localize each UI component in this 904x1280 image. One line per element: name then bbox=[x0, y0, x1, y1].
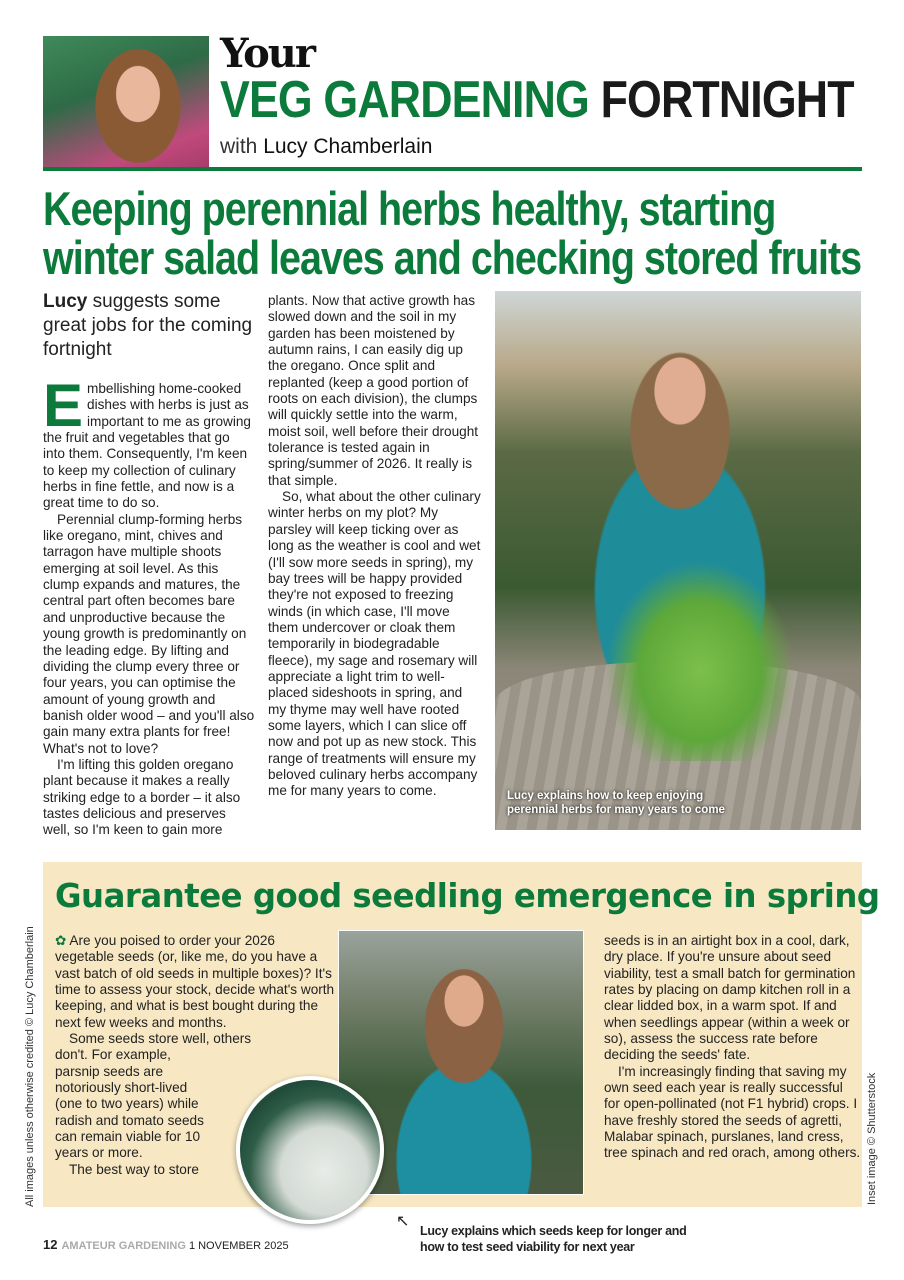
photo-lucy-with-oregano bbox=[495, 291, 861, 830]
photo-plant bbox=[605, 561, 795, 761]
masthead-green: VEG GARDENING bbox=[220, 71, 589, 129]
drop-cap: E bbox=[43, 372, 84, 439]
image-credit: All images unless otherwise credited © Lucy Chamberlain bbox=[24, 926, 36, 1207]
caption-arrow-icon: ↖ bbox=[396, 1213, 410, 1230]
article-column-1 bbox=[43, 372, 255, 839]
photo-caption bbox=[420, 1223, 686, 1255]
paragraph: Perennial clump-forming herbs like oregano, mint, chives and tarragon have multiple shoots emerging at soil level. As this clump expands and matures, the central part often becomes bare and unproductive because the young growth is predominantly on the leading edge. By lifting and dividing the clump every three or four years, you can optimise the amount of young growth and banish older wood – and you'll also gain many extra plants for free! What's not to love? bbox=[43, 511, 255, 756]
flower-icon: ✿ bbox=[55, 933, 67, 948]
box-heading: Guarantee good seedling emergence in spring bbox=[55, 876, 880, 915]
issue-date: 1 NOVEMBER 2025 bbox=[188, 1240, 289, 1252]
page-footer bbox=[43, 1237, 289, 1252]
byline-author: Lucy Chamberlain bbox=[263, 135, 433, 158]
photo-caption bbox=[507, 789, 725, 817]
inset-credit: Inset image © Shutterstock bbox=[866, 1072, 878, 1205]
paragraph: So, what about the other culinary winter herbs on my plot? My parsley will keep ticking over as long as the weather is cool and wet (I'll sow more seeds in spring), my bay trees will be happy provided they're not exposed to freezing winds (in which case, I'll move them undercover or cloak them temporarily in biodegradable fleece), my sage and rosemary will appreciate a light trim to well-placed sideshoots in spring, and my thyme may well have rooted some layers, which I can slice off now and pot up as new stock. This range of treatments will ensure my beloved culinary herbs accompany me for many years to come. bbox=[268, 489, 481, 799]
paragraph bbox=[55, 933, 335, 1031]
paragraph: I'm increasingly finding that saving my own seed each year is really successful for open-pollinated (not F1 hybrid) crops. I have freshly stored the seeds of agretti, Malabar spinach, purslanes, land cress, tree spinach and red orach, among others. bbox=[604, 1063, 861, 1161]
paragraph: seeds is in an airtight box in a cool, dark, dry place. If you're unsure about seed viability, test a small batch for germination rates by placing on damp kitchen roll in a clear lidded box, in a warm spot. If and when seedlings appear (within a week or so), assess the success rate before deciding the seeds' fate. bbox=[604, 933, 856, 1063]
magazine-name: AMATEUR GARDENING bbox=[61, 1240, 186, 1252]
author-portrait bbox=[43, 36, 209, 167]
caption-line: Lucy explains how to keep enjoying bbox=[507, 790, 704, 802]
caption-line: how to test seed viability for next year bbox=[420, 1240, 635, 1254]
byline-prefix: with bbox=[220, 135, 258, 158]
page-number: 12 bbox=[43, 1237, 58, 1252]
box-column-2 bbox=[604, 933, 862, 1162]
headline bbox=[43, 184, 861, 282]
article-column-2 bbox=[268, 293, 482, 800]
headline-line-1: Keeping perennial herbs healthy, starting bbox=[43, 182, 776, 235]
standfirst bbox=[43, 290, 258, 362]
paragraph: Some seeds store well, others bbox=[69, 1031, 252, 1047]
masthead-your: Your bbox=[220, 30, 314, 77]
masthead-black: FORTNIGHT bbox=[600, 71, 854, 129]
caption-line: perennial herbs for many years to come bbox=[507, 804, 725, 816]
paragraph: I'm lifting this golden oregano plant because it makes a really striking edge to a border – it also tastes delicious and preserves well, so I'm keen to gain more bbox=[43, 756, 241, 838]
headline-line-2: winter salad leaves and checking stored fruits bbox=[43, 231, 862, 284]
caption-line: Lucy explains which seeds keep for longer and bbox=[420, 1224, 687, 1238]
masthead-title bbox=[220, 70, 854, 130]
photo-person bbox=[359, 941, 559, 1194]
paragraph: The best way to store bbox=[69, 1161, 199, 1177]
standfirst-name: Lucy bbox=[43, 291, 88, 312]
standfirst-text: suggests some great jobs for the coming fortnight bbox=[43, 291, 253, 360]
paragraph: mbellishing home-cooked dishes with herbs is just as important to me as growing the fruit and vegetables that go into them. Consequently, I'm keen to keep my collection of culinary herbs in fine fettle, and now is a great time to do so. bbox=[43, 381, 251, 511]
paragraph-text: Are you poised to order your 2026 vegetable seeds (or, like me, do you have a vast batch of old seeds in multiple boxes)? It's time to assess your stock, decide what's worth keeping, and what is best bought during the next few weeks and months. bbox=[55, 933, 335, 1030]
paragraph: don't. For example, parsnip seeds are notoriously short-lived (one to two years) while radish and tomato seeds can remain viable for 10 years or more. bbox=[55, 1047, 204, 1161]
header-rule bbox=[43, 167, 862, 171]
byline bbox=[220, 135, 432, 159]
paragraph: plants. Now that active growth has slowed down and the soil in my garden has been moistened by autumn rains, I can easily dig up the oregano. Once split and replanted (keep a good portion of roots on each division), the clumps will quickly settle into the warm, moist soil, well before their drought tolerance is tested again in spring/summer of 2026. It really is that simple. bbox=[268, 293, 479, 488]
inset-photo-seed-tray bbox=[236, 1076, 384, 1224]
